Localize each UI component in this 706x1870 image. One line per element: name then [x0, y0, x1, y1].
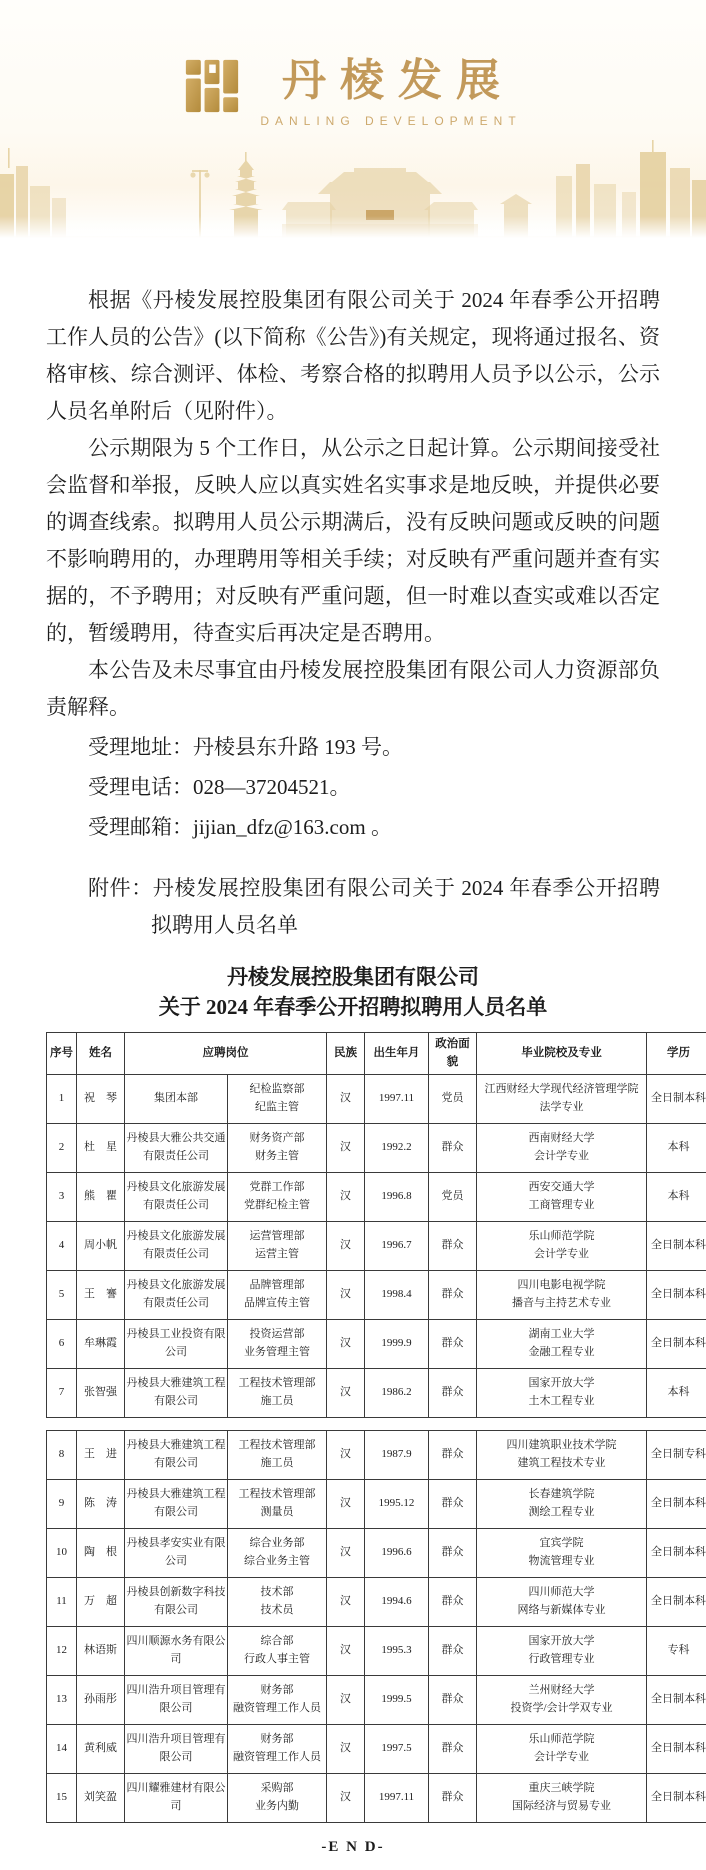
cell-position: 党群工作部 党群纪检主管 — [228, 1172, 327, 1221]
paragraph-publicity-period: 公示期限为 5 个工作日，从公示之日起计算。公示期间接受社会监督和举报，反映人应以真实姓名实事求是地反映，并提供必要的调查线索。拟聘用人员公示期满后，没有反映问题或反映的问题不影响聘用的，办理聘用等相关手续；对反映有严重问题并查有实据的，不予聘用；对反映有严重问题，但一时难以查实或难以否定的，暂缓聘用，待查实后再决定是否聘用。 — [46, 430, 660, 652]
cell-name: 黄利威 — [77, 1724, 125, 1773]
cell-ethnicity: 汉 — [327, 1221, 365, 1270]
cell-name: 牟琳霞 — [77, 1319, 125, 1368]
cell-ethnicity: 汉 — [327, 1479, 365, 1528]
col-header-political: 政治面貌 — [429, 1033, 477, 1075]
cell-position: 纪检监察部 纪监主管 — [228, 1074, 327, 1123]
cell-school: 四川建筑职业技术学院 建筑工程技术专业 — [477, 1430, 647, 1479]
cell-unit: 丹棱县大雅公共交通有限责任公司 — [125, 1123, 228, 1172]
cell-political: 群众 — [429, 1577, 477, 1626]
cell-name: 孙雨彤 — [77, 1675, 125, 1724]
cell-degree: 全日制本科 — [647, 1074, 706, 1123]
cell-degree: 全日制本科 — [647, 1773, 706, 1822]
contact-phone: 受理电话：028—37204521。 — [46, 769, 660, 806]
cell-name: 王 进 — [77, 1430, 125, 1479]
table-row — [47, 1319, 706, 1368]
cell-degree: 本科 — [647, 1123, 706, 1172]
city-silhouette — [0, 140, 706, 238]
cell-political: 群众 — [429, 1528, 477, 1577]
cell-degree: 全日制本科 — [647, 1577, 706, 1626]
cell-political: 群众 — [429, 1368, 477, 1417]
personnel-roster — [46, 1032, 660, 1823]
cell-school: 国家开放大学 土木工程专业 — [477, 1368, 647, 1417]
cell-name: 刘笑盈 — [77, 1773, 125, 1822]
cell-position: 投资运营部 业务管理主管 — [228, 1319, 327, 1368]
brand-name-en: DANLING DEVELOPMENT — [260, 114, 521, 128]
attachment-label: 附件： — [88, 876, 153, 900]
cell-school: 西南财经大学 会计学专业 — [477, 1123, 647, 1172]
cell-birth: 1998.4 — [365, 1270, 429, 1319]
cell-unit: 集团本部 — [125, 1074, 228, 1123]
table-row — [47, 1368, 706, 1417]
cell-birth: 1987.9 — [365, 1430, 429, 1479]
cell-birth: 1992.2 — [365, 1123, 429, 1172]
cell-ethnicity: 汉 — [327, 1270, 365, 1319]
table-row — [47, 1123, 706, 1172]
cell-unit: 丹棱县文化旅游发展有限责任公司 — [125, 1172, 228, 1221]
cell-degree: 全日制本科 — [647, 1528, 706, 1577]
table-row — [47, 1528, 706, 1577]
end-mark: -E N D- — [46, 1839, 660, 1856]
cell-birth: 1994.6 — [365, 1577, 429, 1626]
cell-no: 5 — [47, 1270, 77, 1319]
cell-birth: 1996.7 — [365, 1221, 429, 1270]
paragraph-intro: 根据《丹棱发展控股集团有限公司关于 2024 年春季公开招聘工作人员的公告》(以下简称《公告》)有关规定，现将通过报名、资格审核、综合测评、体检、考察合格的拟聘用人员予以公示，公示人员名单附后（见附件）。 — [46, 282, 660, 430]
cell-school: 乐山师范学院 会计学专业 — [477, 1724, 647, 1773]
skyline-illustration — [0, 138, 706, 238]
cell-degree: 全日制本科 — [647, 1221, 706, 1270]
cell-degree: 全日制本科 — [647, 1479, 706, 1528]
attachment-title: 丹棱发展控股集团有限公司关于 2024 年春季公开招聘拟聘用人员名单 — [151, 876, 660, 937]
cell-no: 7 — [47, 1368, 77, 1417]
table-header-row — [47, 1033, 706, 1075]
cell-political: 群众 — [429, 1123, 477, 1172]
cell-position: 综合业务部 综合业务主管 — [228, 1528, 327, 1577]
cell-school: 四川电影电视学院 播音与主持艺术专业 — [477, 1270, 647, 1319]
cell-no: 12 — [47, 1626, 77, 1675]
contact-address: 受理地址：丹棱县东升路 193 号。 — [46, 729, 660, 766]
cell-unit: 丹棱县孝安实业有限公司 — [125, 1528, 228, 1577]
letterhead — [0, 0, 706, 238]
cell-name: 张智强 — [77, 1368, 125, 1417]
cell-political: 群众 — [429, 1675, 477, 1724]
personnel-table-part2 — [46, 1430, 706, 1823]
col-header-birth: 出生年月 — [365, 1033, 429, 1075]
cell-name: 王 謇 — [77, 1270, 125, 1319]
table-title-line1: 丹棱发展控股集团有限公司 — [46, 962, 660, 992]
cell-school: 长春建筑学院 测绘工程专业 — [477, 1479, 647, 1528]
cell-ethnicity: 汉 — [327, 1074, 365, 1123]
cell-ethnicity: 汉 — [327, 1430, 365, 1479]
brand-text — [260, 44, 521, 128]
announcement-body — [0, 282, 706, 1856]
cell-degree: 本科 — [647, 1172, 706, 1221]
cell-unit: 丹棱县文化旅游发展有限责任公司 — [125, 1270, 228, 1319]
cell-degree: 全日制本科 — [647, 1319, 706, 1368]
cell-position: 采购部 业务内勤 — [228, 1773, 327, 1822]
brand-lockup — [0, 34, 706, 138]
cell-ethnicity: 汉 — [327, 1368, 365, 1417]
personnel-table-part1 — [46, 1032, 706, 1418]
cell-ethnicity: 汉 — [327, 1626, 365, 1675]
cell-political: 群众 — [429, 1479, 477, 1528]
cell-birth: 1996.6 — [365, 1528, 429, 1577]
table-row — [47, 1626, 706, 1675]
cell-name: 林语斯 — [77, 1626, 125, 1675]
cell-political: 群众 — [429, 1221, 477, 1270]
col-header-name: 姓名 — [77, 1033, 125, 1075]
table-row — [47, 1724, 706, 1773]
cell-degree: 专科 — [647, 1626, 706, 1675]
cell-ethnicity: 汉 — [327, 1172, 365, 1221]
cell-position: 工程技术管理部 测量员 — [228, 1479, 327, 1528]
cell-no: 3 — [47, 1172, 77, 1221]
cell-school: 四川师范大学 网络与新媒体专业 — [477, 1577, 647, 1626]
cell-name: 陈 涛 — [77, 1479, 125, 1528]
attachment-reference — [46, 870, 660, 944]
cell-political: 群众 — [429, 1270, 477, 1319]
cell-name: 周小帆 — [77, 1221, 125, 1270]
cell-birth: 1986.2 — [365, 1368, 429, 1417]
col-header-position: 应聘岗位 — [125, 1033, 327, 1075]
cell-political: 群众 — [429, 1626, 477, 1675]
col-header-ethnicity: 民族 — [327, 1033, 365, 1075]
cell-no: 6 — [47, 1319, 77, 1368]
cell-unit: 四川浩升项目管理有限公司 — [125, 1724, 228, 1773]
brand-name-cn: 丹棱发展 — [268, 44, 514, 108]
table-row — [47, 1430, 706, 1479]
table-row — [47, 1577, 706, 1626]
cell-unit: 四川浩升项目管理有限公司 — [125, 1675, 228, 1724]
cell-school: 重庆三峡学院 国际经济与贸易专业 — [477, 1773, 647, 1822]
cell-school: 湖南工业大学 金融工程专业 — [477, 1319, 647, 1368]
cell-birth: 1997.5 — [365, 1724, 429, 1773]
cell-name: 杜 星 — [77, 1123, 125, 1172]
cell-position: 工程技术管理部 施工员 — [228, 1430, 327, 1479]
cell-unit: 丹棱县创新数字科技有限公司 — [125, 1577, 228, 1626]
col-header-school: 毕业院校及专业 — [477, 1033, 647, 1075]
cell-no: 8 — [47, 1430, 77, 1479]
cell-name: 熊 瞿 — [77, 1172, 125, 1221]
table-row — [47, 1172, 706, 1221]
cell-political: 群众 — [429, 1319, 477, 1368]
table-row — [47, 1074, 706, 1123]
cell-political: 党员 — [429, 1074, 477, 1123]
cell-ethnicity: 汉 — [327, 1724, 365, 1773]
cell-name: 万 超 — [77, 1577, 125, 1626]
cell-ethnicity: 汉 — [327, 1773, 365, 1822]
cell-no: 10 — [47, 1528, 77, 1577]
cell-ethnicity: 汉 — [327, 1123, 365, 1172]
danling-logo-icon — [184, 58, 240, 114]
cell-position: 品牌管理部 品牌宣传主管 — [228, 1270, 327, 1319]
cell-no: 14 — [47, 1724, 77, 1773]
cell-position: 综合部 行政人事主管 — [228, 1626, 327, 1675]
cell-ethnicity: 汉 — [327, 1528, 365, 1577]
cell-unit: 四川耀雅建材有限公司 — [125, 1773, 228, 1822]
cell-political: 群众 — [429, 1773, 477, 1822]
cell-degree: 全日制本科 — [647, 1675, 706, 1724]
cell-school: 国家开放大学 行政管理专业 — [477, 1626, 647, 1675]
cell-political: 群众 — [429, 1430, 477, 1479]
table-row — [47, 1479, 706, 1528]
table-row — [47, 1270, 706, 1319]
contact-email: 受理邮箱：jijian_dfz@163.com 。 — [46, 809, 660, 846]
cell-position: 工程技术管理部 施工员 — [228, 1368, 327, 1417]
cell-unit: 四川顺源水务有限公司 — [125, 1626, 228, 1675]
cell-no: 2 — [47, 1123, 77, 1172]
cell-position: 财务部 融资管理工作人员 — [228, 1675, 327, 1724]
cell-political: 群众 — [429, 1724, 477, 1773]
cell-unit: 丹棱县大雅建筑工程有限公司 — [125, 1368, 228, 1417]
cell-name: 陶 根 — [77, 1528, 125, 1577]
cell-birth: 1996.8 — [365, 1172, 429, 1221]
cell-no: 11 — [47, 1577, 77, 1626]
table-title-line2: 关于 2024 年春季公开招聘拟聘用人员名单 — [46, 992, 660, 1022]
cell-birth: 1997.11 — [365, 1773, 429, 1822]
cell-no: 1 — [47, 1074, 77, 1123]
cell-unit: 丹棱县工业投资有限公司 — [125, 1319, 228, 1368]
cell-no: 13 — [47, 1675, 77, 1724]
cell-birth: 1999.9 — [365, 1319, 429, 1368]
cell-political: 党员 — [429, 1172, 477, 1221]
cell-unit: 丹棱县大雅建筑工程有限公司 — [125, 1479, 228, 1528]
cell-unit: 丹棱县大雅建筑工程有限公司 — [125, 1430, 228, 1479]
cell-ethnicity: 汉 — [327, 1577, 365, 1626]
cell-school: 西安交通大学 工商管理专业 — [477, 1172, 647, 1221]
cell-school: 兰州财经大学 投资学/会计学双专业 — [477, 1675, 647, 1724]
cell-name: 祝 琴 — [77, 1074, 125, 1123]
table-row — [47, 1675, 706, 1724]
table-row — [47, 1773, 706, 1822]
cell-position: 技术部 技术员 — [228, 1577, 327, 1626]
cell-birth: 1999.5 — [365, 1675, 429, 1724]
cell-school: 乐山师范学院 会计学专业 — [477, 1221, 647, 1270]
table-row — [47, 1221, 706, 1270]
cell-birth: 1995.3 — [365, 1626, 429, 1675]
cell-degree: 全日制专科 — [647, 1430, 706, 1479]
col-header-no: 序号 — [47, 1033, 77, 1075]
cell-birth: 1997.11 — [365, 1074, 429, 1123]
cell-no: 4 — [47, 1221, 77, 1270]
cell-unit: 丹棱县文化旅游发展有限责任公司 — [125, 1221, 228, 1270]
cell-degree: 全日制本科 — [647, 1270, 706, 1319]
cell-ethnicity: 汉 — [327, 1319, 365, 1368]
cell-ethnicity: 汉 — [327, 1675, 365, 1724]
cell-degree: 本科 — [647, 1368, 706, 1417]
cell-degree: 全日制本科 — [647, 1724, 706, 1773]
cell-school: 宜宾学院 物流管理专业 — [477, 1528, 647, 1577]
cell-position: 财务资产部 财务主管 — [228, 1123, 327, 1172]
cell-no: 15 — [47, 1773, 77, 1822]
cell-school: 江西财经大学现代经济管理学院 法学专业 — [477, 1074, 647, 1123]
cell-position: 财务部 融资管理工作人员 — [228, 1724, 327, 1773]
cell-birth: 1995.12 — [365, 1479, 429, 1528]
cell-no: 9 — [47, 1479, 77, 1528]
paragraph-interpretation: 本公告及未尽事宜由丹棱发展控股集团有限公司人力资源部负责解释。 — [46, 652, 660, 726]
col-header-degree: 学历 — [647, 1033, 706, 1075]
cell-position: 运营管理部 运营主管 — [228, 1221, 327, 1270]
